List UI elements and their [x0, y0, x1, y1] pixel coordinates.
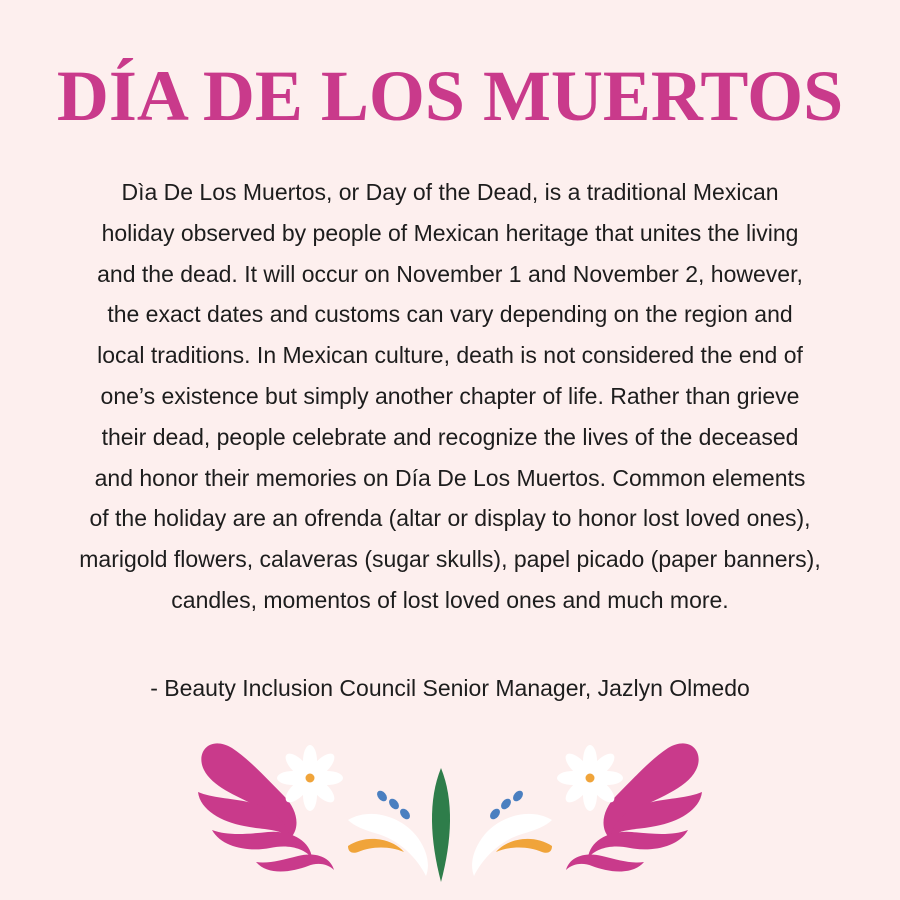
body-line: marigold flowers, calaveras (sugar skulls), papel picado (paper banners), — [79, 546, 821, 573]
green-leaf-icon — [432, 768, 450, 882]
body-line: candles, momentos of lost loved ones and much more. — [171, 586, 729, 613]
body-line: one’s existence but simply another chapter of life. Rather than grieve — [100, 382, 800, 409]
petal-icon — [212, 830, 312, 858]
body-line: local traditions. In Mexican culture, death is not considered the end of — [97, 342, 803, 369]
attribution: - Beauty Inclusion Council Senior Manager, Jazlyn Olmedo — [150, 675, 750, 701]
right-white-daisy-icon — [557, 745, 623, 811]
body-paragraph — [30, 172, 870, 621]
body-line: and the dead. It will occur on November 1 and November 2, however, — [97, 260, 803, 287]
left-white-daisy-icon — [277, 745, 343, 811]
page-title: DÍA DE LOS MUERTOS — [56, 56, 844, 136]
floral-ornament — [0, 720, 900, 900]
body-line: and honor their memories on Día De Los Muertos. Common elements — [94, 464, 806, 491]
petal-icon — [256, 855, 334, 872]
body-line: holiday observed by people of Mexican heritage that unites the living — [101, 219, 799, 246]
body-line: Dìa De Los Muertos, or Day of the Dead, is a traditional Mexican — [121, 179, 779, 205]
body-line: of the holiday are an ofrenda (altar or display to honor lost loved ones), — [89, 505, 811, 532]
body-line: their dead, people celebrate and recognize the lives of the deceased — [101, 423, 799, 450]
body-line: the exact dates and customs can vary depending on the region and — [107, 301, 793, 328]
petal-icon — [566, 855, 644, 872]
petal-icon — [588, 830, 688, 858]
